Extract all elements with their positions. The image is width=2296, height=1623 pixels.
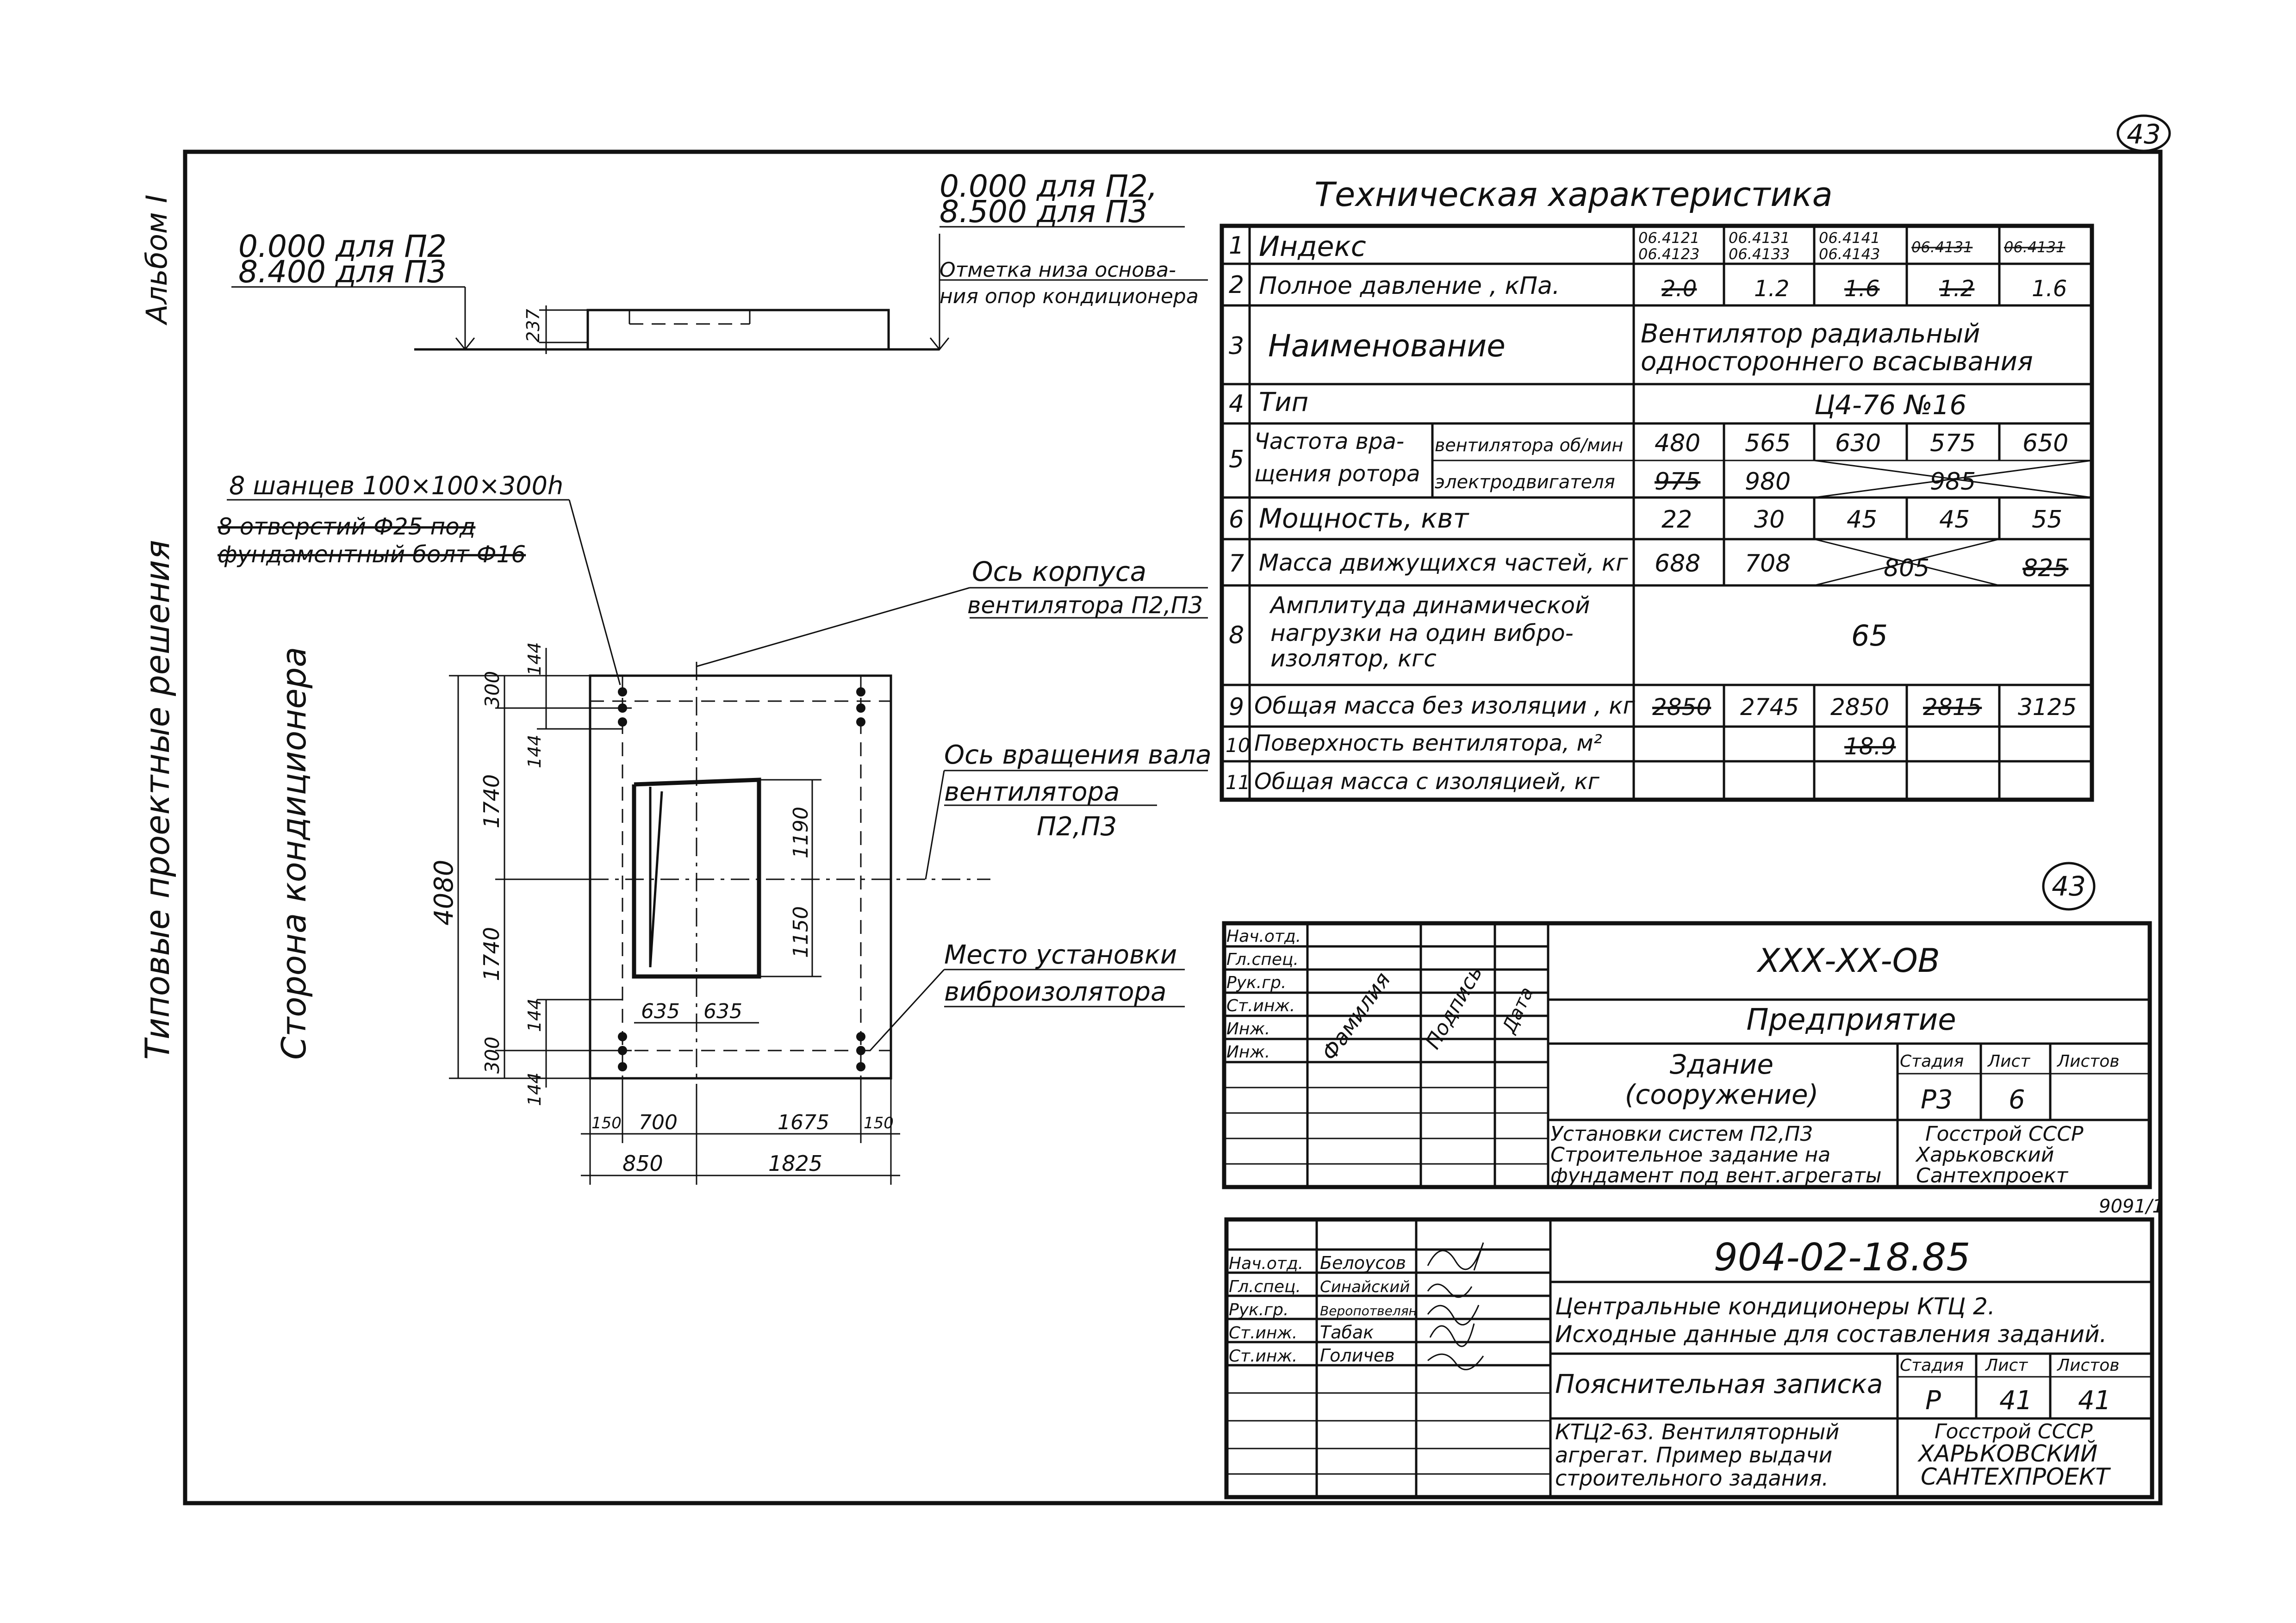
dim-1740-top: 1740 — [479, 774, 504, 828]
moving-mass-1: 688 — [1655, 550, 1701, 578]
upper-stage-h: Стадия — [1900, 1052, 1964, 1071]
elevation-base-note-1: Отметка низа основа- — [940, 258, 1176, 282]
dim-144-b: 144 — [524, 734, 545, 768]
dim-635-left: 635 — [641, 1000, 680, 1023]
dim-635-right: 635 — [703, 1000, 742, 1023]
row-num-9: 9 — [1229, 693, 1244, 721]
index-bot-1: 06.4123 — [1638, 245, 1700, 263]
label-power: Мощность, квт — [1259, 503, 1469, 534]
label-amplitude-3: изолятор, кгс — [1270, 645, 1437, 672]
shaft-axis-3: П2,П3 — [1037, 812, 1117, 842]
power-3: 45 — [1847, 506, 1878, 534]
row-num-3: 3 — [1229, 332, 1244, 360]
dim-144-c: 144 — [524, 998, 545, 1032]
upper-col-date: Дата — [1498, 983, 1538, 1037]
pressure-1: 2.0 — [1661, 276, 1697, 302]
lower-desc-2: агрегат. Пример выдачи — [1555, 1443, 1833, 1468]
elevation-height-dim: 237 — [523, 309, 543, 342]
elevation-right-mark-2: 8.500 для П3 — [940, 194, 1148, 230]
label-moving-mass: Масса движущихся частей, кг — [1259, 549, 1628, 576]
label-amplitude-1: Амплитуда динамической — [1270, 592, 1590, 619]
moving-mass-3: 805 — [1884, 554, 1930, 582]
lower-org-2: ХАРЬКОВСКИЙ — [1918, 1440, 2098, 1467]
upper-sheet-h: Лист — [1988, 1052, 2030, 1071]
total-mass-3: 2850 — [1830, 694, 1890, 721]
total-mass-2: 2745 — [1740, 694, 1799, 721]
lower-org-1: Госстрой СССР — [1935, 1420, 2093, 1443]
holes-note-1: 8 отверстий Ф25 под — [218, 513, 476, 540]
upper-org-1: Госстрой СССР — [1925, 1122, 2084, 1146]
shanets-note: 8 шанцев 100×100×300h — [229, 471, 564, 500]
label-total-mass: Общая масса без изоляции , кг — [1254, 692, 1635, 719]
upper-role-5: Инж. — [1226, 1020, 1270, 1038]
row-num-7: 7 — [1229, 550, 1244, 578]
lower-org-3: САНТЕХПРОЕКТ — [1921, 1463, 2109, 1490]
upper-role-2: Гл.спец. — [1226, 950, 1299, 969]
moving-mass-2: 708 — [1745, 550, 1791, 578]
series-label: Типовые проектные решения — [138, 540, 177, 1060]
upper-building-1: Здание — [1669, 1049, 1774, 1080]
label-amplitude-2: нагрузки на один вибро- — [1270, 620, 1574, 647]
side-label: Сторона кондиционера — [274, 647, 313, 1060]
upper-stamp — [1224, 923, 2164, 1217]
fan-rpm-3: 630 — [1835, 429, 1881, 457]
row-num-5: 5 — [1229, 446, 1244, 473]
elevation-left-mark-1: 0.000 для П2 — [238, 229, 447, 264]
upper-role-3: Рук.гр. — [1226, 973, 1287, 992]
index-top-3: 06.4141 — [1819, 229, 1880, 247]
pressure-4: 1.2 — [1939, 276, 1975, 302]
upper-desc-3: фундамент под вент.агрегаты — [1550, 1164, 1882, 1188]
upper-inv: 9091/1 — [2099, 1196, 2164, 1217]
signatures — [1428, 1243, 1483, 1369]
dim-700: 700 — [639, 1111, 678, 1134]
circle-number-text: 43 — [2052, 871, 2086, 902]
row-num-8: 8 — [1229, 622, 1244, 649]
dim-1675: 1675 — [778, 1111, 829, 1134]
label-type: Тип — [1259, 387, 1309, 417]
row-num-2: 2 — [1229, 271, 1244, 299]
lower-stage-h: Стадия — [1900, 1356, 1964, 1375]
dim-1190: 1190 — [789, 807, 813, 858]
dim-150-right: 150 — [864, 1114, 894, 1132]
lower-role-4: Ст.инж. — [1229, 1324, 1298, 1343]
dim-300-top: 300 — [481, 671, 504, 708]
label-index: Индекс — [1259, 230, 1366, 263]
dim-850: 850 — [622, 1151, 663, 1176]
pressure-3: 1.6 — [1844, 276, 1880, 302]
row-num-1: 1 — [1229, 232, 1244, 260]
lower-title-2: Исходные данные для составления заданий. — [1555, 1321, 2107, 1348]
label-rpm-2: щения ротора — [1254, 461, 1420, 487]
power-2: 30 — [1754, 506, 1785, 534]
album-label: Альбом I — [140, 194, 174, 324]
lower-role-3: Рук.гр. — [1229, 1300, 1289, 1319]
motor-rpm-3: 985 — [1930, 468, 1976, 496]
lower-name-3: Веропотвелян — [1320, 1303, 1417, 1318]
elevation-base-note-2: ния опор кондиционера — [940, 285, 1199, 308]
fan-rpm-4: 575 — [1930, 429, 1976, 457]
dim-1150: 1150 — [789, 906, 813, 958]
label-pressure: Полное давление , кПа. — [1259, 272, 1560, 300]
row-num-6: 6 — [1229, 506, 1244, 534]
lower-sheets: 41 — [2078, 1386, 2111, 1416]
pressure-5: 1.6 — [2032, 276, 2067, 302]
shaft-axis-2: вентилятора — [944, 777, 1120, 807]
dim-150-left: 150 — [591, 1114, 622, 1132]
tech-title: Техническая характеристика — [1314, 175, 1833, 214]
lower-name-1: Белоусов — [1320, 1253, 1406, 1273]
index-bot-2: 06.4133 — [1729, 245, 1790, 263]
upper-sheet: 6 — [2009, 1085, 2025, 1115]
fan-type: Ц4-76 №16 — [1814, 389, 1967, 421]
sheet-corner-number: 43 — [2127, 118, 2161, 150]
elevation-left-mark-2: 8.400 для П3 — [238, 254, 447, 290]
upper-org-3: Сантехпроект — [1916, 1164, 2068, 1188]
row-num-10: 10 — [1226, 734, 1251, 757]
index-bot-3: 06.4143 — [1819, 245, 1880, 263]
dim-1740-bottom: 1740 — [479, 927, 504, 981]
upper-code: ХХХ-ХХ-ОВ — [1758, 942, 1940, 980]
index-top-5: 06.4131 — [2004, 238, 2066, 256]
lower-note: Пояснительная записка — [1555, 1369, 1883, 1399]
label-name: Наименование — [1268, 328, 1506, 364]
housing-axis-2: вентилятора П2,П3 — [967, 592, 1203, 619]
fan-name-2: одностороннего всасывания — [1641, 347, 2033, 377]
isolator-note-1: Место установки — [944, 940, 1177, 970]
housing-axis-1: Ось корпуса — [972, 556, 1147, 587]
power-5: 55 — [2032, 506, 2063, 534]
power-1: 22 — [1661, 506, 1692, 534]
elevation-right-mark-1: 0.000 для П2, — [940, 168, 1158, 204]
label-rpm-1: Частота вра- — [1254, 429, 1405, 454]
lower-code: 904-02-18.85 — [1713, 1236, 1971, 1280]
motor-rpm-1: 975 — [1655, 468, 1701, 496]
dim-144-a: 144 — [524, 642, 545, 676]
lower-title-1: Центральные кондиционеры КТЦ 2. — [1555, 1293, 1995, 1320]
total-mass-4: 2815 — [1923, 694, 1982, 721]
lower-stage: Р — [1925, 1386, 1941, 1416]
upper-enterprise: Предприятие — [1746, 1003, 1956, 1037]
upper-desc-1: Установки систем П2,П3 — [1550, 1122, 1813, 1146]
fan-rpm-1: 480 — [1655, 429, 1701, 457]
lower-desc-3: строительного задания. — [1555, 1466, 1829, 1491]
isolator-note-2: виброизолятора — [944, 977, 1167, 1007]
lower-name-5: Голичев — [1320, 1345, 1395, 1366]
dim-144-d: 144 — [524, 1072, 545, 1106]
lower-role-1: Нач.отд. — [1229, 1254, 1304, 1273]
moving-mass-4: 825 — [2022, 554, 2069, 582]
shaft-axis-1: Ось вращения вала — [944, 740, 1212, 770]
upper-desc-2: Строительное задание на — [1550, 1143, 1831, 1167]
upper-role-1: Нач.отд. — [1226, 927, 1301, 946]
upper-col-surname: Фамилия — [1316, 967, 1395, 1065]
lower-name-4: Табак — [1320, 1322, 1374, 1343]
lower-sheet-h: Лист — [1985, 1356, 2028, 1375]
index-top-2: 06.4131 — [1729, 229, 1790, 247]
lower-sheets-h: Листов — [2057, 1356, 2120, 1375]
motor-rpm-2: 980 — [1745, 468, 1791, 496]
upper-building-2: (сооружение) — [1624, 1079, 1819, 1110]
label-surface: Поверхность вентилятора, м² — [1254, 730, 1602, 756]
power-4: 45 — [1939, 506, 1970, 534]
total-mass-5: 3125 — [2018, 694, 2077, 721]
dim-300-bottom: 300 — [481, 1036, 504, 1074]
upper-stage: Р3 — [1921, 1085, 1953, 1115]
tech-table — [1222, 175, 2092, 800]
row-num-4: 4 — [1229, 390, 1244, 418]
dim-total-height: 4080 — [429, 859, 459, 926]
pressure-2: 1.2 — [1754, 276, 1790, 302]
lower-role-2: Гл.спец. — [1229, 1277, 1301, 1296]
upper-role-6: Инж. — [1226, 1043, 1270, 1062]
lower-sheet: 41 — [1999, 1386, 2033, 1416]
dim-1825: 1825 — [768, 1151, 823, 1176]
lower-role-5: Ст.инж. — [1229, 1347, 1298, 1366]
lower-name-2: Синайский — [1320, 1278, 1410, 1296]
upper-org-2: Харьковский — [1916, 1143, 2054, 1167]
elevation-view — [231, 168, 1208, 354]
label-rpm-motor: электродвигателя — [1435, 472, 1615, 493]
fan-rpm-5: 650 — [2022, 429, 2069, 457]
index-top-1: 06.4121 — [1638, 229, 1700, 247]
total-mass-1: 2850 — [1652, 694, 1711, 721]
upper-role-4: Ст.инж. — [1226, 996, 1295, 1015]
surface-value: 18.9 — [1844, 733, 1896, 760]
upper-sheets-h: Листов — [2057, 1052, 2120, 1071]
index-top-4: 06.4131 — [1911, 238, 1973, 256]
foundation-plan — [218, 471, 1212, 1185]
label-rpm-fan: вентилятора об/мин — [1435, 435, 1624, 455]
lower-desc-1: КТЦ2-63. Вентиляторный — [1555, 1419, 1840, 1444]
fan-name-1: Вентилятор радиальный — [1641, 319, 1980, 349]
label-insulated-mass: Общая масса с изоляцией, кг — [1254, 769, 1599, 795]
lower-stamp — [1226, 1219, 2152, 1497]
upper-col-signature: Подпись — [1421, 962, 1487, 1053]
fan-rpm-2: 565 — [1745, 429, 1791, 457]
row-num-11: 11 — [1226, 771, 1251, 794]
holes-note-2: фундаментный болт Ф16 — [218, 541, 526, 568]
amplitude-value: 65 — [1851, 619, 1888, 653]
